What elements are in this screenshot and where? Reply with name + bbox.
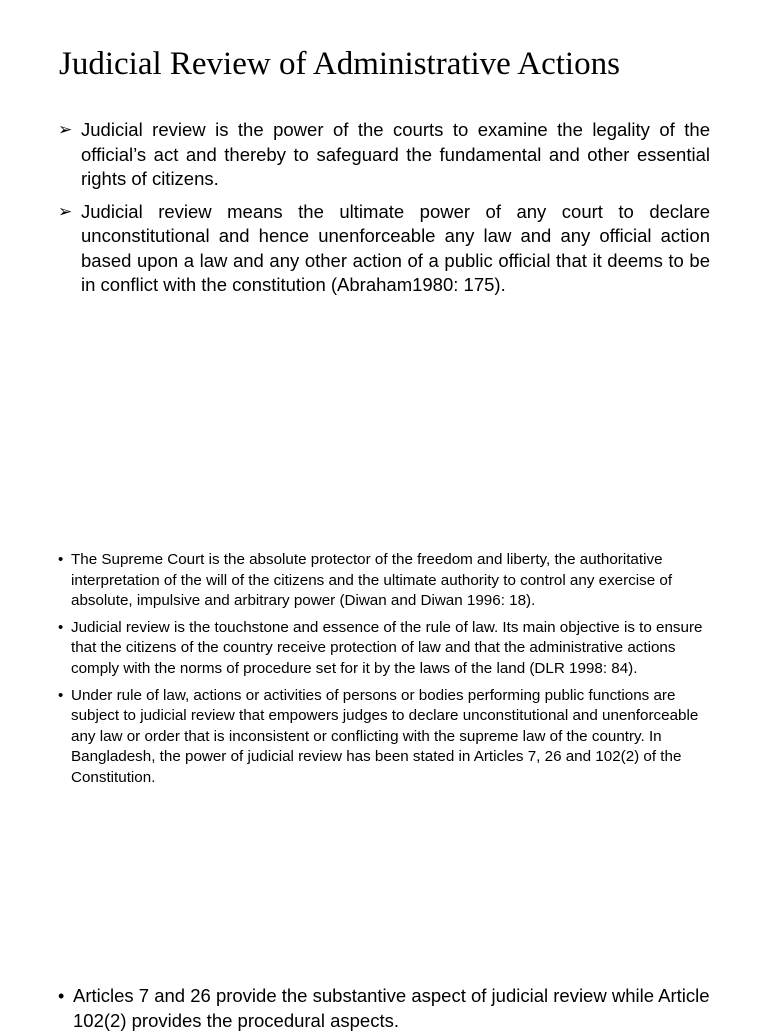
bullet-icon: • <box>58 686 64 704</box>
list-item-text: The Supreme Court is the absolute protector of the freedom and liberty, the authoritative interpretation of the will of the citizens and the ultimate authority to control any exercise of absolute, impulsive and arbitrary power (Diwan and Diwan 1996: 18). <box>71 551 673 610</box>
slide3-point-list <box>58 984 738 1033</box>
bullet-icon: • <box>58 618 64 636</box>
list-item <box>58 618 710 680</box>
list-item <box>58 200 710 298</box>
slide1-point-list <box>58 118 710 306</box>
list-item-text: Judicial review means the ultimate power of any court to declare unconstitutional and hence unenforceable any law and any official action based upon a law and any other action of a public official that it deems to be in conflict with the constitution (Abraham1980: 175). <box>81 200 710 295</box>
slide2-point-list <box>58 550 710 795</box>
page-title: Judicial Review of Administrative Actions <box>59 46 620 82</box>
list-item <box>58 118 710 192</box>
list-item-text: Articles 7 and 26 provide the substantive aspect of judicial review while Article 102(2) provides the procedural aspects. <box>73 985 710 1031</box>
list-item <box>58 686 710 789</box>
list-item-text: Judicial review is the power of the courts to examine the legality of the official’s act and thereby to safeguard the fundamental and other essential rights of citizens. <box>81 119 710 189</box>
list-item-text: Judicial review is the touchstone and essence of the rule of law. Its main objective is to ensure that the citizens of the country receive protection of law and that the administrative actions comply with the norms of procedure set for it by the laws of the land (DLR 1998: 84). <box>71 618 703 677</box>
arrow-bullet-icon: ➢ <box>58 201 73 221</box>
bullet-icon: • <box>58 986 65 1006</box>
arrow-bullet-icon: ➢ <box>58 120 73 139</box>
bullet-icon: • <box>58 551 64 568</box>
list-item <box>58 984 738 1033</box>
list-item <box>58 550 710 612</box>
list-item-text: Under rule of law, actions or activities of persons or bodies performing public functions are subject to judicial review that empowers judges to declare unconstitutional and unenforceable any law or order that is inconsistent or conflicting with the supreme law of the country. In Bangladesh, the power of judicial review has been stated in Articles 7, 26 and 102(2) of the Constitution. <box>71 686 699 786</box>
